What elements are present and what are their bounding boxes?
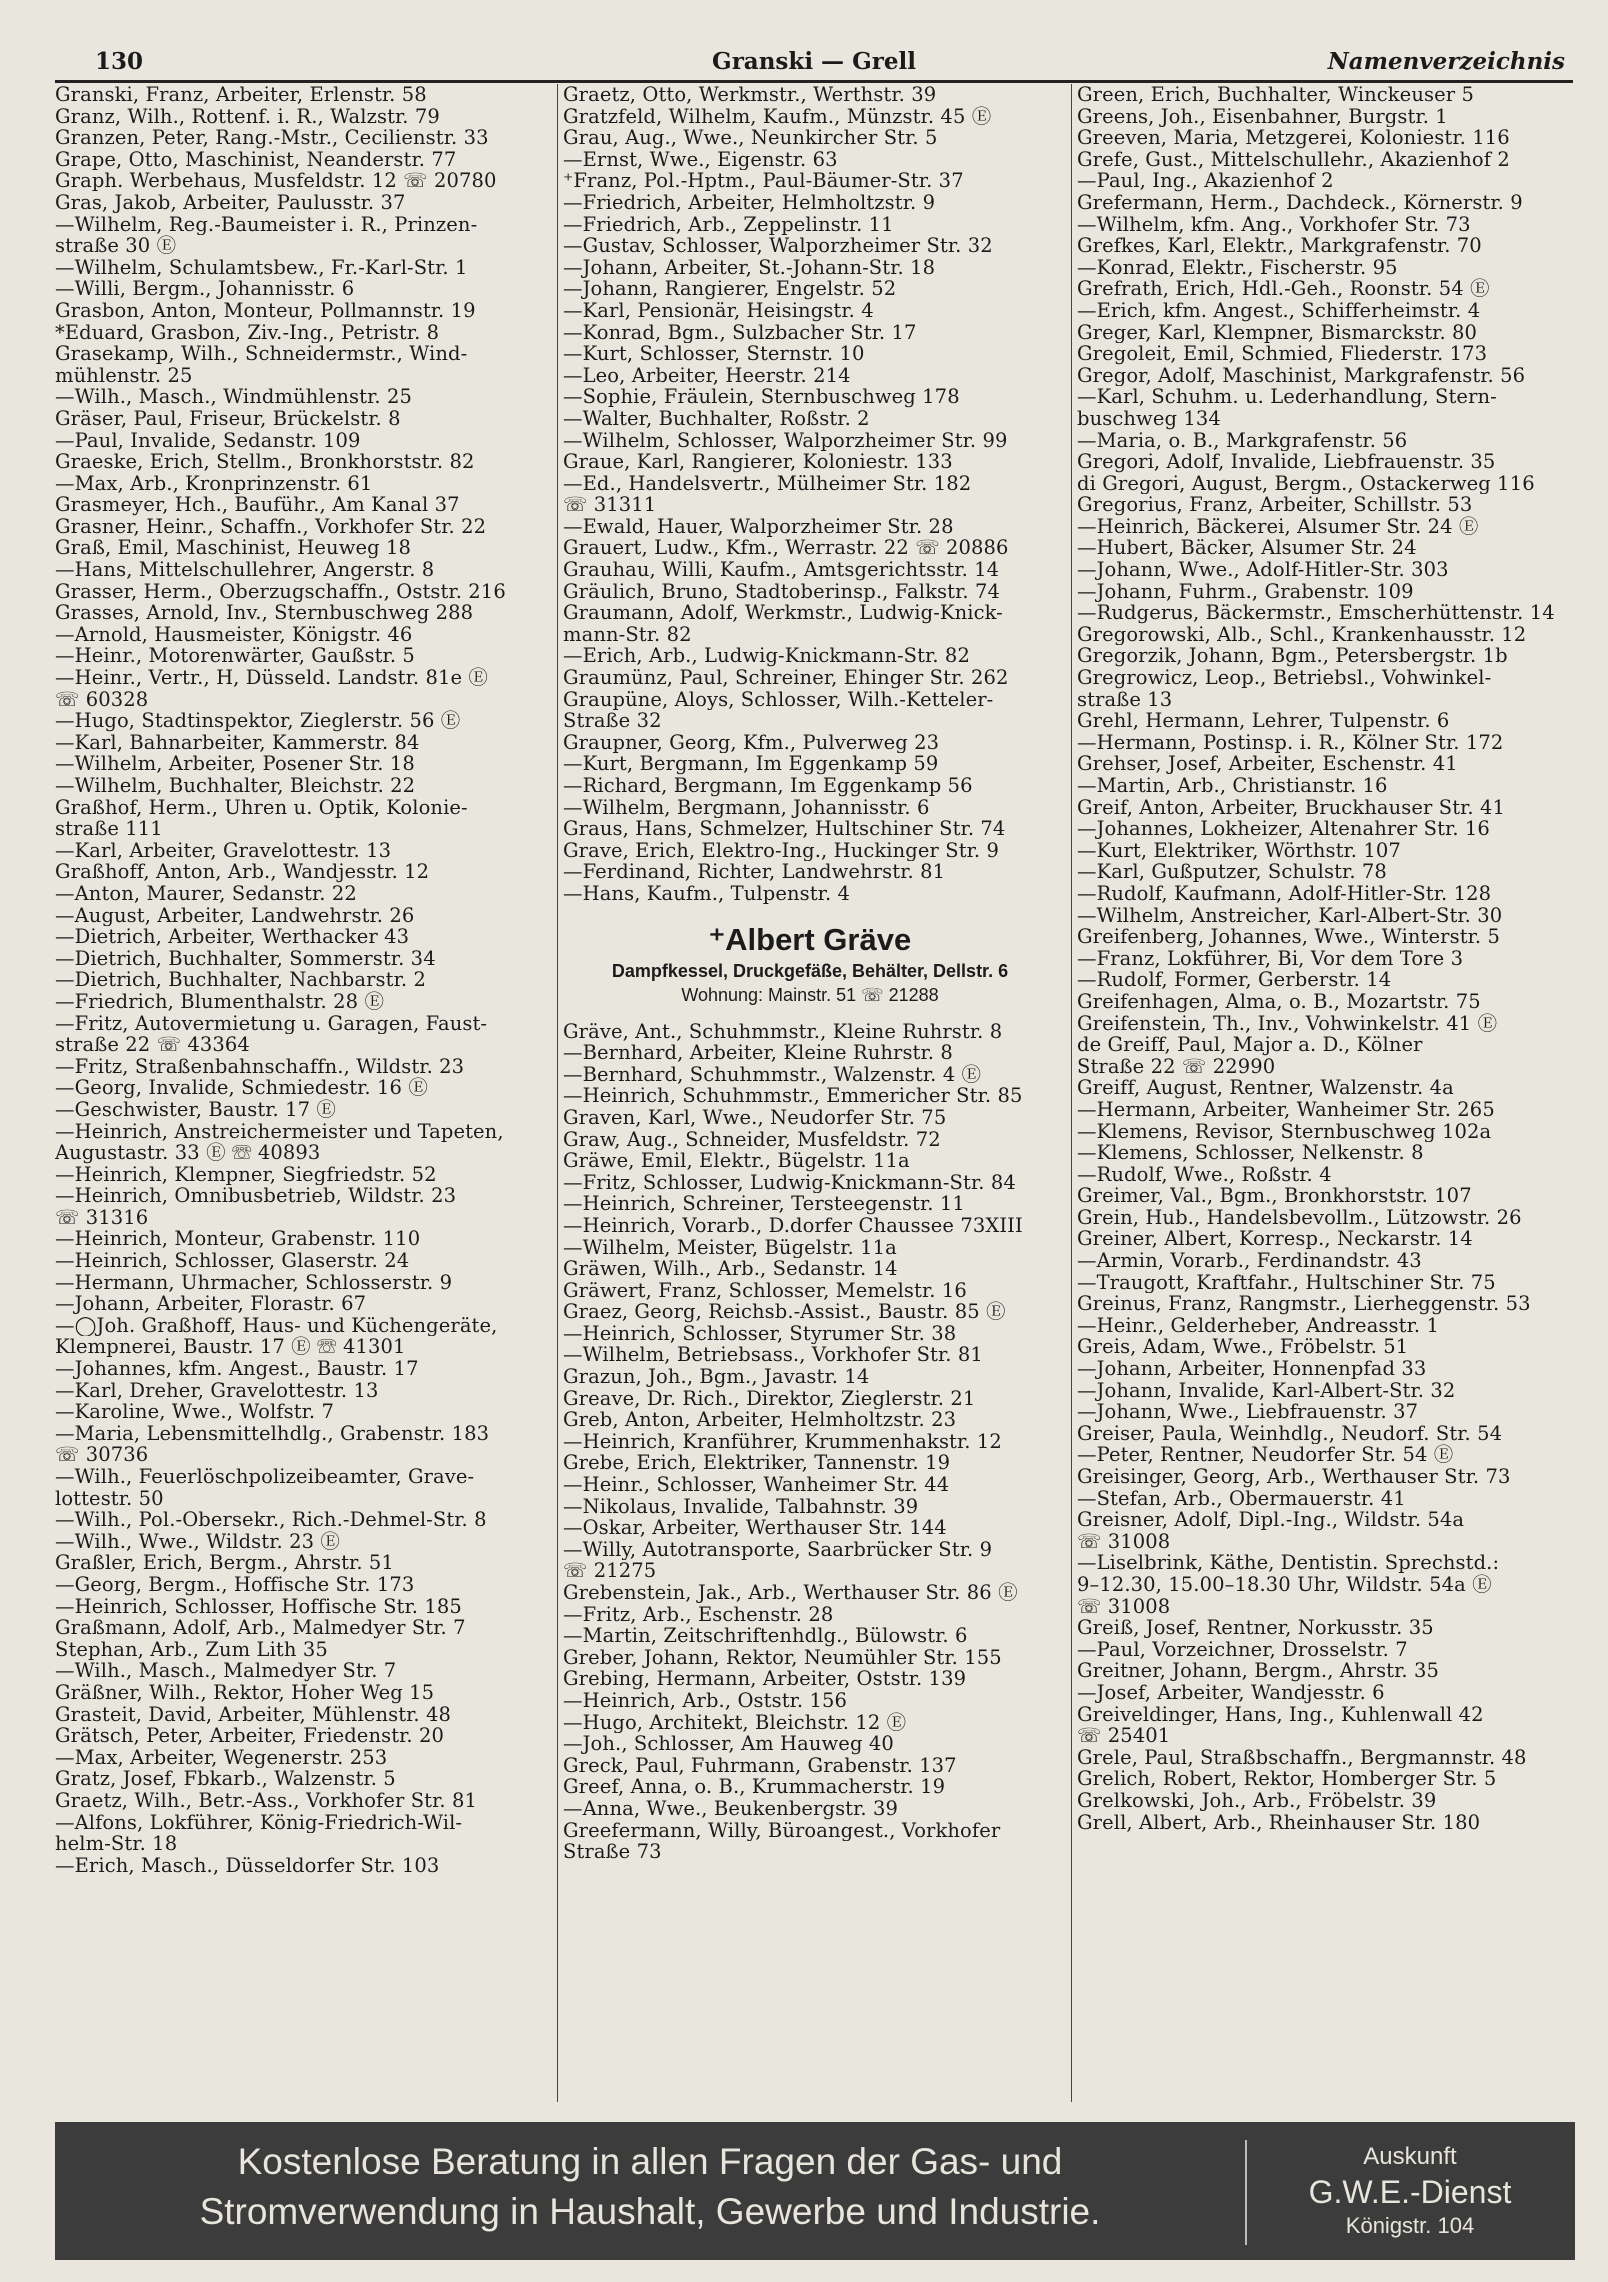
directory-entry: Grape, Otto, Maschinist, Neanderstr. 77 [55, 148, 457, 171]
directory-entry: —Wilhelm, Schulamtsbew., Fr.-Karl-Str. 1 [55, 256, 468, 279]
directory-entry: Graw, Aug., Schneider, Musfeldstr. 72 [563, 1128, 941, 1151]
directory-entry: —Heinrich, Schlosser, Styrumer Str. 38 [563, 1322, 957, 1345]
directory-entry: Grefe, Gust., Mittelschullehr., Akazienhof 2 [1077, 148, 1510, 171]
directory-entry: —Heinr., Schlosser, Wanheimer Str. 44 [563, 1474, 950, 1496]
directory-entry: —Johann, Wwe., Adolf-Hitler-Str. 303 [1077, 559, 1449, 581]
directory-entry: Greber, Johann, Rektor, Neumühler Str. 155 [563, 1646, 1002, 1669]
directory-entry: —Paul, Ing., Akazienhof 2 [1077, 170, 1334, 192]
directory-entry: —Stefan, Arb., Obermauerstr. 41 [1077, 1487, 1406, 1510]
directory-entry: —◯Joh. Graßhoff, Haus- und Küchengeräte, [55, 1314, 498, 1337]
directory-entry: ☏ 31316 [55, 1206, 149, 1229]
directory-entry: —Karl, Dreher, Gravelottestr. 13 [55, 1379, 379, 1402]
directory-entry: —Rudolf, Former, Gerberstr. 14 [1077, 969, 1392, 991]
directory-entry: —Karl, Arbeiter, Gravelottestr. 13 [55, 839, 392, 862]
directory-entry: —Sophie, Fräulein, Sternbuschweg 178 [563, 386, 960, 408]
directory-entry: Grein, Hub., Handelsbevollm., Lützowstr. 26 [1077, 1206, 1522, 1229]
directory-entry: —Traugott, Kraftfahr., Hultschiner Str. 75 [1077, 1271, 1496, 1294]
directory-entry: Grasner, Heinr., Schaffn., Vorkhofer Str. 22 [55, 515, 487, 538]
directory-entry: Granski, Franz, Arbeiter, Erlenstr. 58 [55, 84, 427, 106]
directory-entry: —Heinrich, Anstreichermeister und Tapeten, [55, 1120, 504, 1143]
directory-entry: Gräwe, Emil, Elektr., Bügelstr. 11a [563, 1150, 910, 1172]
directory-entry: Grele, Paul, Straßbschaffn., Bergmannstr. 48 [1077, 1746, 1527, 1769]
directory-entry: Greave, Dr. Rich., Direktor, Zieglerstr. 21 [563, 1387, 976, 1410]
directory-entry: Greif, Anton, Arbeiter, Bruckhauser Str. 41 [1077, 796, 1506, 819]
directory-entry: —Karoline, Wwe., Wolfstr. 7 [55, 1401, 335, 1423]
directory-entry: Greitner, Johann, Bergm., Ahrstr. 35 [1077, 1660, 1439, 1682]
directory-entry: Greis, Adam, Wwe., Fröbelstr. 51 [1077, 1336, 1409, 1359]
directory-entry: —Friedrich, Blumenthalstr. 28 Ⓔ [55, 990, 385, 1013]
directory-entry: Greck, Paul, Fuhrmann, Grabenstr. 137 [563, 1754, 957, 1777]
directory-entry: Grasses, Arnold, Inv., Sternbuschweg 288 [55, 602, 474, 624]
directory-entry: —Bernhard, Arbeiter, Kleine Ruhrstr. 8 [563, 1042, 953, 1064]
directory-entry: —Johann, Arbeiter, Honnenpfad 33 [1077, 1358, 1427, 1380]
directory-entry: —Heinrich, Schreiner, Tersteegenstr. 11 [563, 1193, 965, 1215]
directory-entry: ☏ 31311 [563, 494, 657, 516]
directory-entry: Grefkes, Karl, Elektr., Markgrafenstr. 70 [1077, 235, 1482, 257]
directory-entry: Graue, Karl, Rangierer, Koloniestr. 133 [563, 451, 953, 473]
directory-entry: Gregoleit, Emil, Schmied, Fliederstr. 173 [1077, 343, 1488, 365]
directory-entry: —Nikolaus, Invalide, Talbahnstr. 39 [563, 1495, 919, 1518]
directory-entry: —Wilh., Wwe., Wildstr. 23 Ⓔ [55, 1530, 340, 1553]
column-3 [1077, 84, 1571, 2102]
directory-entry: —Konrad, Bgm., Sulzbacher Str. 17 [563, 321, 917, 344]
directory-entry: Gregrowicz, Leop., Betriebsl., Vohwinkel- [1077, 667, 1492, 689]
directory-entry: —Heinrich, Kranführer, Krummenhakstr. 12 [563, 1430, 1002, 1453]
directory-entry: —Dietrich, Buchhalter, Nachbarstr. 2 [55, 969, 426, 991]
directory-entry: Grätsch, Peter, Arbeiter, Friedenstr. 20 [55, 1725, 445, 1747]
directory-entry: Graupner, Georg, Kfm., Pulverweg 23 [563, 731, 940, 754]
directory-entry: —Martin, Arb., Christianstr. 16 [1077, 775, 1388, 797]
directory-entry: Greef, Anna, o. B., Krummacherstr. 19 [563, 1776, 946, 1798]
footer-banner [55, 2122, 1575, 2260]
directory-entry: mann-Str. 82 [563, 623, 692, 646]
directory-entry: —Johannes, kfm. Angest., Baustr. 17 [55, 1358, 419, 1380]
column-2 [563, 84, 1057, 2102]
directory-entry: Grauhau, Willi, Kaufm., Amtsgerichtsstr. 14 [563, 559, 1000, 581]
directory-entry: Gratz, Josef, Fbkarb., Walzenstr. 5 [55, 1768, 396, 1790]
directory-entry: —Johannes, Lokheizer, Altenahrer Str. 16 [1077, 818, 1490, 840]
directory-entry: ☏ 31008 [1077, 1595, 1171, 1618]
directory-entry: Grazun, Joh., Bgm., Javastr. 14 [563, 1366, 870, 1388]
directory-entry: Grave, Erich, Elektro-Ing., Huckinger Str. 9 [563, 839, 1000, 862]
directory-entry: —Erich, kfm. Angest., Schifferheimstr. 4 [1077, 299, 1481, 322]
banner-info-label: Auskunft [1363, 2143, 1457, 2170]
directory-entry: —Martin, Zeitschriftenhdlg., Bülowstr. 6 [563, 1625, 968, 1647]
directory-entry: —Hans, Kaufm., Tulpenstr. 4 [563, 882, 851, 905]
directory-entry: —Hermann, Arbeiter, Wanheimer Str. 265 [1077, 1098, 1495, 1121]
directory-entry: Stephan, Arb., Zum Lith 35 [55, 1638, 328, 1661]
directory-entry: —Friedrich, Arb., Zeppelinstr. 11 [563, 213, 894, 236]
directory-entry: Gregorius, Franz, Arbeiter, Schillstr. 53 [1077, 494, 1473, 516]
directory-entry: di Gregori, August, Bergm., Ostackerweg 116 [1077, 472, 1535, 495]
directory-entry: —Karl, Gußputzer, Schulstr. 78 [1077, 861, 1387, 883]
name-range: Granski — Grell [712, 48, 916, 75]
directory-entry: Greeven, Maria, Metzgerei, Koloniestr. 116 [1077, 127, 1510, 149]
directory-entry: Graßhoff, Anton, Arb., Wandjesstr. 12 [55, 861, 430, 883]
directory-entry: Gregori, Adolf, Invalide, Liebfrauenstr. 35 [1077, 451, 1496, 473]
directory-entry: *Eduard, Grasbon, Ziv.-Ing., Petristr. 8 [55, 321, 440, 344]
directory-entry: Greiser, Paula, Weinhdlg., Neudorf. Str. 54 [1077, 1422, 1503, 1445]
directory-entry: —Fritz, Arb., Eschenstr. 28 [563, 1603, 834, 1626]
banner-line-1: Kostenlose Beratung in allen Fragen der Gas- und [237, 2141, 1063, 2182]
directory-entry: Graetz, Otto, Werkmstr., Werthstr. 39 [563, 84, 937, 106]
directory-entry: —Wilhelm, kfm. Ang., Vorkhofer Str. 73 [1077, 213, 1471, 236]
directory-entry: —Heinrich, Schuhmmstr., Emmericher Str. 85 [563, 1085, 1023, 1107]
directory-entry: —Bernhard, Schuhmmstr., Walzenstr. 4 Ⓔ [563, 1063, 982, 1086]
directory-entry: —Kurt, Schlosser, Sternstr. 10 [563, 343, 865, 365]
directory-entry: Grefermann, Herm., Dachdeck., Körnerstr. 9 [1077, 191, 1523, 214]
directory-entry: Greimer, Val., Bgm., Bronkhorststr. 107 [1077, 1185, 1472, 1207]
directory-entry: mühlenstr. 25 [55, 364, 193, 387]
directory-entry: —Johann, Invalide, Karl-Albert-Str. 32 [1077, 1379, 1456, 1402]
directory-entry: —Anna, Wwe., Beukenbergstr. 39 [563, 1797, 898, 1820]
column-2-bottom [563, 1021, 1057, 1863]
banner-line-2: Stromverwendung in Haushalt, Gewerbe und Industrie. [199, 2191, 1101, 2232]
directory-entry: 9–12.30, 15.00–18.30 Uhr, Wildstr. 54a Ⓔ [1077, 1573, 1492, 1596]
directory-entry: Greiß, Josef, Rentner, Norkusstr. 35 [1077, 1617, 1434, 1639]
directory-entry: Graßler, Erich, Bergm., Ahrstr. 51 [55, 1552, 394, 1574]
column-1 [55, 84, 549, 2102]
directory-entry: —Maria, o. B., Markgrafenstr. 56 [1077, 429, 1408, 452]
directory-entry: Grehser, Josef, Arbeiter, Eschenstr. 41 [1077, 753, 1458, 775]
directory-entry: —Heinrich, Schlosser, Hoffische Str. 185 [55, 1595, 462, 1618]
directory-entry: Graßmann, Adolf, Arb., Malmedyer Str. 7 [55, 1617, 466, 1639]
directory-entry: Gräwen, Wilh., Arb., Sedanstr. 14 [563, 1258, 898, 1280]
directory-entry: straße 22 ☏ 43364 [55, 1034, 250, 1056]
directory-entry: buschweg 134 [1077, 407, 1221, 430]
directory-entry: ☏ 25401 [1077, 1725, 1171, 1747]
directory-entry: Graumünz, Paul, Schreiner, Ehinger Str. 262 [563, 667, 1009, 689]
directory-entry: Graus, Hans, Schmelzer, Hultschiner Str. 74 [563, 818, 1006, 840]
directory-entry: Gräulich, Bruno, Stadtoberinsp., Falkstr. 74 [563, 580, 1000, 603]
directory-entry: ☏ 21275 [563, 1560, 657, 1582]
directory-entry: —Wilhelm, Reg.-Baumeister i. R., Prinzen- [55, 213, 478, 236]
directory-entry: —Walter, Buchhalter, Roßstr. 2 [563, 407, 870, 430]
page-header [55, 46, 1573, 83]
directory-entry: —Rudolf, Kaufmann, Adolf-Hitler-Str. 128 [1077, 882, 1492, 905]
directory-entry: Graupüne, Aloys, Schlosser, Wilh.-Ketteler- [563, 688, 994, 711]
directory-entry: —Klemens, Revisor, Sternbuschweg 102a [1077, 1120, 1492, 1143]
directory-entry: —Max, Arbeiter, Wegenerstr. 253 [55, 1746, 388, 1769]
directory-entry: Grebing, Hermann, Arbeiter, Oststr. 139 [563, 1668, 967, 1690]
directory-entry: —Karl, Schuhm. u. Lederhandlung, Stern- [1077, 386, 1497, 408]
directory-entry: —Peter, Rentner, Neudorfer Str. 54 Ⓔ [1077, 1444, 1454, 1466]
directory-entry: Greiff, August, Rentner, Walzenstr. 4a [1077, 1077, 1454, 1099]
directory-entry: Augustastr. 33 Ⓔ ☏ 40893 [55, 1142, 321, 1164]
directory-entry: Grasekamp, Wilh., Schneidermstr., Wind- [55, 343, 468, 365]
directory-entry: —Anton, Maurer, Sedanstr. 22 [55, 882, 357, 905]
banner-info-service: G.W.E.-Dienst [1308, 2174, 1512, 2210]
directory-entry: lottestr. 50 [55, 1487, 164, 1510]
directory-entry: Greger, Karl, Klempner, Bismarckstr. 80 [1077, 321, 1478, 344]
directory-entry: helm-Str. 18 [55, 1833, 178, 1855]
directory-entry: Graph. Werbehaus, Musfeldstr. 12 ☏ 20780 [55, 170, 497, 192]
directory-entry: —Hans, Mittelschullehrer, Angerstr. 8 [55, 559, 435, 581]
directory-entry: Granzen, Peter, Rang.-Mstr., Cecilienstr. 33 [55, 127, 489, 149]
directory-entry: Gregor, Adolf, Maschinist, Markgrafenstr. 56 [1077, 364, 1526, 387]
directory-entry: Greifenhagen, Alma, o. B., Mozartstr. 75 [1077, 990, 1481, 1013]
directory-entry: —Hubert, Bäcker, Alsumer Str. 24 [1077, 537, 1417, 560]
directory-entry: Greens, Joh., Eisenbahner, Burgstr. 1 [1077, 105, 1448, 128]
directory-entry: —Willy, Autotransporte, Saarbrücker Str. 9 [563, 1538, 993, 1561]
directory-entry: —Hugo, Stadtinspektor, Zieglerstr. 56 Ⓔ [55, 710, 461, 732]
directory-entry: Greefermann, Willy, Büroangest., Vorkhofer [563, 1819, 1001, 1842]
directory-entry: —Liselbrink, Käthe, Dentistin. Sprechstd.: [1077, 1552, 1500, 1574]
directory-entry: —Oskar, Arbeiter, Werthauser Str. 144 [563, 1517, 947, 1539]
directory-entry: —Hugo, Architekt, Bleichstr. 12 Ⓔ [563, 1711, 907, 1734]
directory-entry: —Wilhelm, Buchhalter, Bleichstr. 22 [55, 775, 416, 797]
directory-entry: —Konrad, Elektr., Fischerstr. 95 [1077, 256, 1398, 279]
directory-entry: —Wilh., Masch., Malmedyer Str. 7 [55, 1660, 397, 1682]
page-number: 130 [95, 48, 144, 75]
directory-entry: Graß, Emil, Maschinist, Heuweg 18 [55, 537, 412, 560]
directory-entry: Straße 73 [563, 1841, 662, 1863]
directory-entry: —Rudolf, Wwe., Roßstr. 4 [1077, 1163, 1332, 1186]
directory-entry: —Heinrich, Klempner, Siegfriedstr. 52 [55, 1163, 437, 1186]
directory-entry: Greifenstein, Th., Inv., Vohwinkelstr. 41 Ⓔ [1077, 1012, 1498, 1035]
directory-entry: Grau, Aug., Wwe., Neunkircher Str. 5 [563, 127, 938, 149]
directory-entry: Grauert, Ludw., Kfm., Werrastr. 22 ☏ 20886 [563, 537, 1009, 560]
directory-entry: —Wilhelm, Meister, Bügelstr. 11a [563, 1236, 897, 1259]
directory-entry: —Wilhelm, Bergmann, Johannisstr. 6 [563, 796, 930, 819]
directory-entry: Gras, Jakob, Arbeiter, Paulusstr. 37 [55, 191, 406, 214]
directory-entry: Grebenstein, Jak., Arb., Werthauser Str. 86 Ⓔ [563, 1582, 1018, 1604]
directory-entry: Grelkowski, Joh., Arb., Fröbelstr. 39 [1077, 1789, 1437, 1812]
directory-entry: —Fritz, Straßenbahnschaffn., Wildstr. 23 [55, 1055, 465, 1078]
directory-entry: straße 13 [1077, 688, 1173, 711]
directory-entry: Gräser, Paul, Friseur, Brückelstr. 8 [55, 407, 401, 430]
directory-entry: —Johann, Rangierer, Engelstr. 52 [563, 278, 897, 300]
directory-entry: straße 111 [55, 818, 163, 840]
directory-entry: Green, Erich, Buchhalter, Winckeuser 5 [1077, 84, 1474, 106]
directory-entry: —Ferdinand, Richter, Landwehrstr. 81 [563, 861, 946, 883]
directory-entry: —Johann, Arbeiter, St.-Johann-Str. 18 [563, 256, 936, 279]
directory-entry: —Heinrich, Bäckerei, Alsumer Str. 24 Ⓔ [1077, 515, 1479, 538]
directory-entry: —Erich, Masch., Düsseldorfer Str. 103 [55, 1854, 440, 1877]
directory-entry: —Johann, Arbeiter, Florastr. 67 [55, 1293, 367, 1315]
directory-entry: —Georg, Bergm., Hoffische Str. 173 [55, 1573, 415, 1596]
directory-entry: —Ed., Handelsvertr., Mülheimer Str. 182 [563, 472, 972, 495]
directory-entry: —Alfons, Lokführer, König-Friedrich-Wil- [55, 1811, 463, 1834]
directory-entry: —Paul, Invalide, Sedanstr. 109 [55, 429, 361, 452]
directory-entry: straße 30 Ⓔ [55, 235, 177, 257]
directory-entry: —Kurt, Bergmann, Im Eggenkamp 59 [563, 753, 939, 775]
banner-info [1245, 2142, 1575, 2240]
directory-entry: —Hermann, Uhrmacher, Schlosserstr. 9 [55, 1271, 453, 1294]
directory-entry: —Klemens, Schlosser, Nelkenstr. 8 [1077, 1142, 1424, 1164]
directory-entry: —August, Arbeiter, Landwehrstr. 26 [55, 904, 415, 927]
banner-info-address: Königstr. 104 [1345, 2213, 1475, 2238]
directory-entry: —Dietrich, Arbeiter, Werthacker 43 [55, 926, 410, 948]
directory-entry: ⁺Franz, Pol.-Hptm., Paul-Bäumer-Str. 37 [563, 170, 964, 192]
directory-entry: Graeske, Erich, Stellm., Bronkhorststr. 82 [55, 451, 475, 473]
directory-entry: Straße 32 [563, 710, 662, 732]
directory-entry: —Wilhelm, Arbeiter, Posener Str. 18 [55, 753, 415, 775]
directory-entry: Greinus, Franz, Rangmstr., Lierheggenstr. 53 [1077, 1293, 1531, 1315]
column-divider [557, 84, 558, 2102]
directory-entry: ☏ 60328 [55, 688, 149, 711]
column-2-top [563, 84, 1057, 905]
directory-entry: —Johann, Wwe., Liebfrauenstr. 37 [1077, 1401, 1419, 1423]
directory-entry: —Heinr., Vertr., H, Düsseld. Landstr. 81e Ⓔ [55, 667, 489, 689]
directory-entry: Graßhof, Herm., Uhren u. Optik, Kolonie- [55, 796, 468, 819]
directory-entry: —Leo, Arbeiter, Heerstr. 214 [563, 364, 851, 387]
directory-entry: Greiveldinger, Hans, Ing., Kuhlenwall 42 [1077, 1703, 1484, 1726]
directory-entry: Greb, Anton, Arbeiter, Helmholtzstr. 23 [563, 1409, 957, 1431]
advert-description: Dampfkessel, Druckgefäße, Behälter, Dellstr. 6 [611, 960, 1009, 981]
directory-entry: —Joh., Schlosser, Am Hauweg 40 [563, 1733, 894, 1755]
directory-entry: ☏ 30736 [55, 1444, 149, 1466]
directory-entry: Grasser, Herm., Oberzugschaffn., Oststr. 216 [55, 580, 506, 603]
directory-entry: Grelich, Robert, Rektor, Homberger Str. 5 [1077, 1768, 1497, 1790]
column-divider [1071, 84, 1072, 2102]
directory-entry: Grefrath, Erich, Hdl.-Geh., Roonstr. 54 Ⓔ [1077, 278, 1490, 300]
advert-name: ⁺Albert Gräve [708, 921, 912, 957]
directory-entry: —Karl, Pensionär, Heisingstr. 4 [563, 299, 874, 322]
directory-entry: —Erich, Arb., Ludwig-Knickmann-Str. 82 [563, 645, 970, 668]
directory-entry: —Friedrich, Arbeiter, Helmholtzstr. 9 [563, 191, 936, 214]
directory-entry: Graven, Karl, Wwe., Neudorfer Str. 75 [563, 1106, 947, 1129]
directory-entry: —Johann, Fuhrm., Grabenstr. 109 [1077, 580, 1414, 603]
directory-entry: Klempnerei, Baustr. 17 Ⓔ ☏ 41301 [55, 1336, 406, 1359]
directory-entry: —Rudgerus, Bäckermstr., Emscherhüttenstr. 14 [1077, 602, 1555, 624]
directory-entry: Greisner, Adolf, Dipl.-Ing., Wildstr. 54a [1077, 1509, 1465, 1531]
directory-entry: Gräwert, Franz, Schlosser, Memelstr. 16 [563, 1279, 967, 1302]
directory-entry: —Heinr., Gelderheber, Andreasstr. 1 [1077, 1314, 1439, 1337]
directory-entry: —Wilhelm, Betriebsass., Vorkhofer Str. 81 [563, 1344, 983, 1367]
directory-entry: —Wilhelm, Schlosser, Walporzheimer Str. 99 [563, 429, 1008, 452]
directory-entry: —Heinrich, Monteur, Grabenstr. 110 [55, 1228, 421, 1251]
directory-entry: Greisinger, Georg, Arb., Werthauser Str. 73 [1077, 1466, 1511, 1488]
directory-entry: —Ernst, Wwe., Eigenstr. 63 [563, 148, 838, 171]
directory-entry: —Heinrich, Omnibusbetrieb, Wildstr. 23 [55, 1185, 457, 1207]
directory-entry: —Heinrich, Vorarb., D.dorfer Chaussee 73XIII [563, 1214, 1023, 1237]
directory-entry: —Hermann, Postinsp. i. R., Kölner Str. 172 [1077, 731, 1504, 754]
directory-entry: —Kurt, Elektriker, Wörthstr. 107 [1077, 839, 1401, 862]
directory-entry: —Fritz, Autovermietung u. Garagen, Faust- [55, 1012, 488, 1035]
directory-entry: Graumann, Adolf, Werkmstr., Ludwig-Knick- [563, 602, 1003, 624]
directory-entry: —Wilhelm, Anstreicher, Karl-Albert-Str. 30 [1077, 904, 1503, 927]
directory-entry: Grasbon, Anton, Monteur, Pollmannstr. 19 [55, 299, 476, 322]
directory-entry: —Karl, Bahnarbeiter, Kammerstr. 84 [55, 731, 420, 754]
directory-entry: de Greiff, Paul, Major a. D., Kölner [1077, 1034, 1423, 1056]
directory-entry: —Richard, Bergmann, Im Eggenkamp 56 [563, 775, 973, 797]
directory-entry: —Dietrich, Buchhalter, Sommerstr. 34 [55, 947, 436, 970]
directory-entry: —Ewald, Hauer, Walporzheimer Str. 28 [563, 515, 954, 538]
directory-entry: Straße 22 ☏ 22990 [1077, 1055, 1276, 1078]
directory-entry: —Armin, Vorarb., Ferdinandstr. 43 [1077, 1250, 1422, 1272]
directory-entry: Graez, Georg, Reichsb.-Assist., Baustr. 85 Ⓔ [563, 1301, 1006, 1323]
directory-entry: ☏ 31008 [1077, 1530, 1171, 1553]
advert-contact: Wohnung: Mainstr. 51 ☏ 21288 [681, 984, 939, 1005]
section-title: Namenverzeichnis [1327, 48, 1565, 75]
directory-entry: Grasmeyer, Hch., Bauführ., Am Kanal 37 [55, 494, 460, 516]
directory-entry: —Heinrich, Schlosser, Glaserstr. 24 [55, 1250, 410, 1272]
directory-entry: —Heinr., Motorenwärter, Gaußstr. 5 [55, 645, 415, 668]
advertisement [563, 921, 1057, 1007]
directory-entry: —Wilh., Feuerlöschpolizeibeamter, Grave- [55, 1466, 475, 1488]
banner-text [55, 2137, 1245, 2237]
directory-entry: Gräve, Ant., Schuhmmstr., Kleine Ruhrstr. 8 [563, 1020, 1003, 1043]
directory-entry: Grehl, Hermann, Lehrer, Tulpenstr. 6 [1077, 710, 1450, 732]
directory-entry: Greifenberg, Johannes, Wwe., Winterstr. 5 [1077, 926, 1501, 948]
directory-entry: Grell, Albert, Arb., Rheinhauser Str. 180 [1077, 1811, 1481, 1834]
directory-entry: —Paul, Vorzeichner, Drosselstr. 7 [1077, 1638, 1408, 1661]
directory-entry: Granz, Wilh., Rottenf. i. R., Walzstr. 79 [55, 105, 440, 128]
directory-entry: —Max, Arb., Kronprinzenstr. 61 [55, 472, 373, 495]
directory-entry: —Heinrich, Arb., Oststr. 156 [563, 1689, 848, 1712]
directory-entry: —Georg, Invalide, Schmiedestr. 16 Ⓔ [55, 1077, 428, 1099]
directory-entry: —Gustav, Schlosser, Walporzheimer Str. 32 [563, 235, 993, 257]
directory-entry: —Wilh., Pol.-Obersekr., Rich.-Dehmel-Str. 8 [55, 1509, 487, 1531]
directory-entry: —Geschwister, Baustr. 17 Ⓔ [55, 1098, 337, 1121]
directory-entry: Gratzfeld, Wilhelm, Kaufm., Münzstr. 45 Ⓔ [563, 105, 992, 128]
directory-entry: Gregorzik, Johann, Bgm., Petersbergstr. 1b [1077, 645, 1508, 668]
directory-entry: Greiner, Albert, Korresp., Neckarstr. 14 [1077, 1228, 1473, 1251]
directory-entry: Grasteit, David, Arbeiter, Mühlenstr. 48 [55, 1703, 452, 1726]
directory-entry: —Josef, Arbeiter, Wandjesstr. 6 [1077, 1681, 1385, 1704]
directory-entry: —Maria, Lebensmittelhdlg., Grabenstr. 183 [55, 1422, 490, 1445]
directory-entry: —Franz, Lokführer, Bi, Vor dem Tore 3 [1077, 947, 1464, 970]
directory-entry: —Arnold, Hausmeister, Königstr. 46 [55, 623, 413, 646]
directory-entry: —Fritz, Schlosser, Ludwig-Knickmann-Str. 84 [563, 1171, 1016, 1194]
directory-entry: Grebe, Erich, Elektriker, Tannenstr. 19 [563, 1452, 951, 1475]
directory-entry: —Willi, Bergm., Johannisstr. 6 [55, 278, 355, 300]
directory-entry: Graetz, Wilh., Betr.-Ass., Vorkhofer Str. 81 [55, 1789, 477, 1812]
directory-entry: Gräßner, Wilh., Rektor, Hoher Weg 15 [55, 1681, 435, 1704]
directory-entry: Gregorowski, Alb., Schl., Krankenhausstr. 12 [1077, 623, 1527, 646]
directory-entry: —Wilh., Masch., Windmühlenstr. 25 [55, 386, 412, 408]
